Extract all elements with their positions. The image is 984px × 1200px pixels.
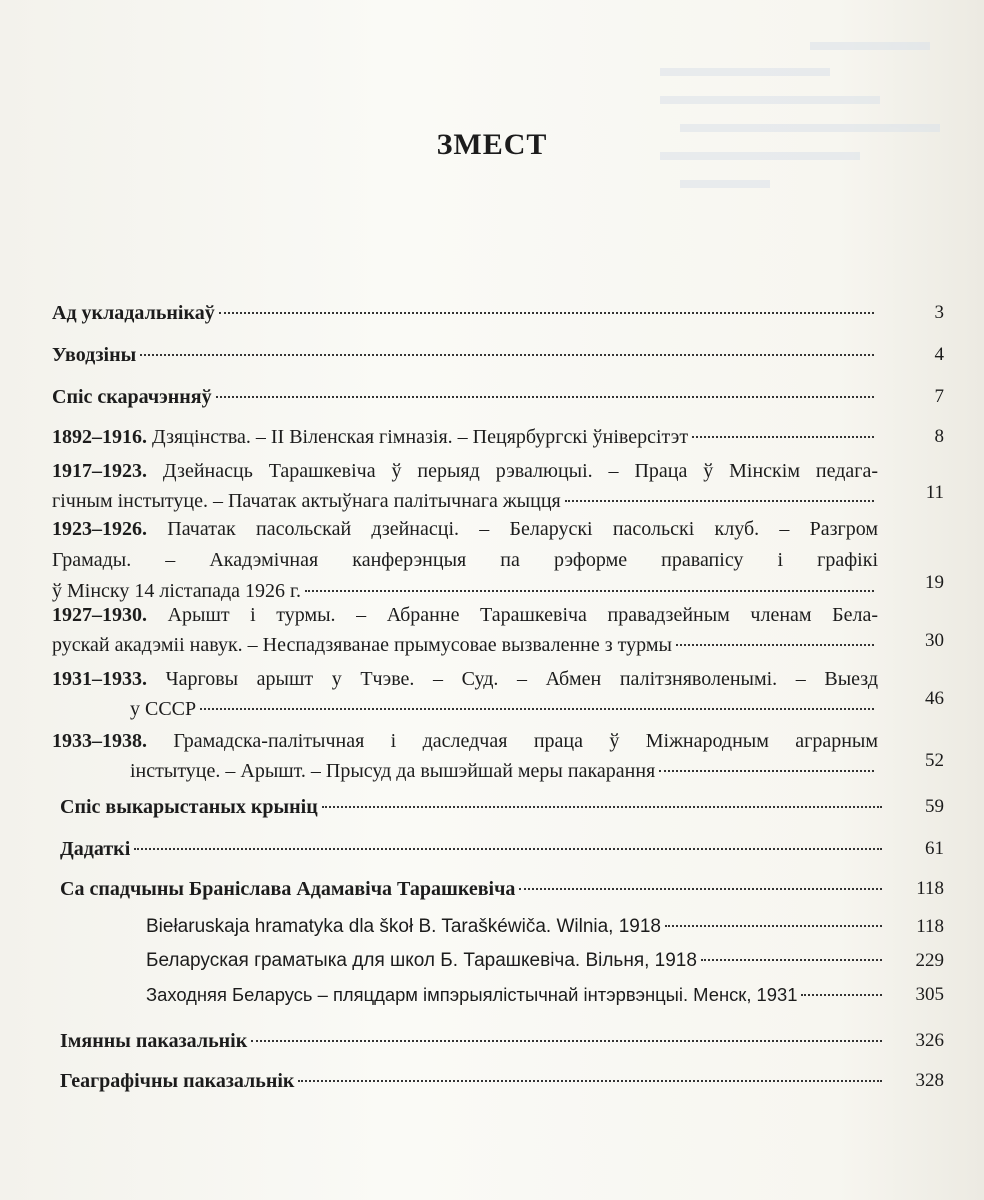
toc-entry-line: Грамады. – Акадэмічная канферэнцыя па рэформе правапісу і графікі: [52, 549, 878, 571]
toc-entry-title: Імянны паказальнік: [60, 1030, 248, 1052]
toc-page-number: 61: [925, 838, 944, 859]
toc-entry: [52, 422, 878, 452]
toc-entry-title: Заходняя Беларусь – пляцдарм імпэрыялістычнай інтэрвэнцыі. Менск, 1931: [146, 984, 798, 1005]
toc-page-number: 30: [925, 630, 944, 651]
toc-page-number: 8: [934, 426, 944, 447]
toc-entry: [60, 874, 886, 904]
toc-entry-line: рускай акадэміі навук. – Неспадзяванае прымусовае вызваленне з турмы: [52, 634, 672, 656]
dot-leader: [322, 806, 882, 808]
toc-page-number: 7: [934, 386, 944, 407]
toc-entry-line: Пачатак пасольскай дзейнасці. – Беларускі пасольскі клуб. – Разгром: [167, 518, 879, 540]
toc-entry: [52, 514, 878, 607]
toc-entry-line: ў Мінску 14 лістапада 1926 г.: [52, 580, 301, 602]
toc-entry-year: 1917–1923.: [52, 460, 147, 482]
toc-entry: [52, 382, 878, 412]
toc-page-number: 118: [916, 916, 944, 937]
dot-leader: [298, 1080, 882, 1082]
toc-page-number: 3: [934, 302, 944, 323]
toc-entry-line: інстытуце. – Арышт. – Прысуд да вышэйшай меры пакарання: [130, 760, 656, 782]
dot-leader: [692, 436, 874, 438]
toc-page-number: 11: [925, 482, 944, 503]
toc-page-number: 19: [925, 572, 944, 593]
toc-page-number: 328: [915, 1070, 944, 1091]
toc-entry-title: Дадаткі: [60, 838, 131, 860]
toc-page-number: 59: [925, 796, 944, 817]
dot-leader: [134, 848, 882, 850]
dot-leader: [216, 396, 874, 398]
toc-entry-title: Уводзіны: [52, 344, 137, 366]
toc-entry-line: у СССР: [130, 698, 197, 720]
toc-page-number: 4: [934, 344, 944, 365]
toc-entry: [60, 792, 886, 822]
dot-leader: [519, 888, 882, 890]
toc-entry-year: 1892–1916.: [52, 426, 147, 448]
toc-entry-year: 1927–1930.: [52, 604, 147, 626]
toc-entry-title: Спіс выкарыстаных крыніц: [60, 796, 318, 818]
toc-subentry: [146, 912, 886, 942]
page-title: ЗМЕСТ: [436, 128, 548, 161]
dot-leader: [219, 312, 874, 314]
dot-leader: [565, 500, 874, 502]
toc-entry-title: Са спадчыны Браніслава Адамавіча Тарашкевіча: [60, 878, 516, 900]
toc-entry-line: Дзейнасць Тарашкевіча ў перыяд рэвалюцыі. – Праца ў Мінскім педага-: [162, 460, 878, 482]
toc-entry: [52, 456, 878, 516]
toc-entry-line: Арышт і турмы. – Абранне Тарашкевіча правадзейным членам Бела-: [167, 604, 878, 626]
toc-page-number: 52: [925, 750, 944, 771]
dot-leader: [659, 770, 874, 772]
toc-page-number: 46: [925, 688, 944, 709]
toc-page-number: 229: [915, 950, 944, 971]
toc-entry-line: Грамадска-палітычная і даследчая праца ў Міжнародным аграрным: [173, 730, 879, 752]
toc-entry: [52, 298, 878, 328]
toc-entry-line: гічным інстытуце. – Пачатак актыўнага палітычнага жыцця: [52, 490, 561, 512]
toc-subentry: [146, 980, 886, 1010]
toc-page-number: 326: [915, 1030, 944, 1051]
toc-entry-title: Геаграфічны паказальнік: [60, 1070, 295, 1092]
toc-entry-title: Дзяцінства. – II Віленская гімназія. – Пецярбургскі ўніверсітэт: [152, 426, 689, 448]
dot-leader: [200, 708, 874, 710]
toc-entry-title: Спіс скарачэнняў: [52, 386, 212, 408]
toc-entry: [52, 340, 878, 370]
toc-entry: [60, 1066, 886, 1096]
toc-entry-title: Ад укладальнікаў: [52, 302, 215, 324]
dot-leader: [701, 959, 882, 961]
toc-entry-year: 1923–1926.: [52, 518, 147, 540]
toc-entry-title: Беларуская граматыка для школ Б. Тарашкевіча. Вільня, 1918: [146, 950, 697, 971]
dot-leader: [140, 354, 874, 356]
toc-entry-year: 1933–1938.: [52, 730, 147, 752]
dot-leader: [251, 1040, 882, 1042]
toc-entry-title: Biełaruskaja hramatyka dla škoł B. Taraškéwiča. Wilnia, 1918: [146, 916, 661, 937]
toc-entry-line: Чарговы арышт у Тчэве. – Суд. – Абмен палітзняволенымі. – Выезд: [165, 668, 879, 690]
dot-leader: [665, 925, 882, 927]
toc-subentry: [146, 946, 886, 976]
toc-entry: [60, 1026, 886, 1056]
toc-entry: [52, 664, 878, 724]
dot-leader: [801, 994, 882, 996]
toc-entry: [52, 600, 878, 660]
toc-page-number: 305: [915, 984, 944, 1005]
dot-leader: [676, 644, 874, 646]
toc-entry: [52, 726, 878, 786]
dot-leader: [305, 590, 874, 592]
toc-page-number: 118: [916, 878, 944, 899]
toc-entry-year: 1931–1933.: [52, 668, 147, 690]
toc-entry: [60, 834, 886, 864]
